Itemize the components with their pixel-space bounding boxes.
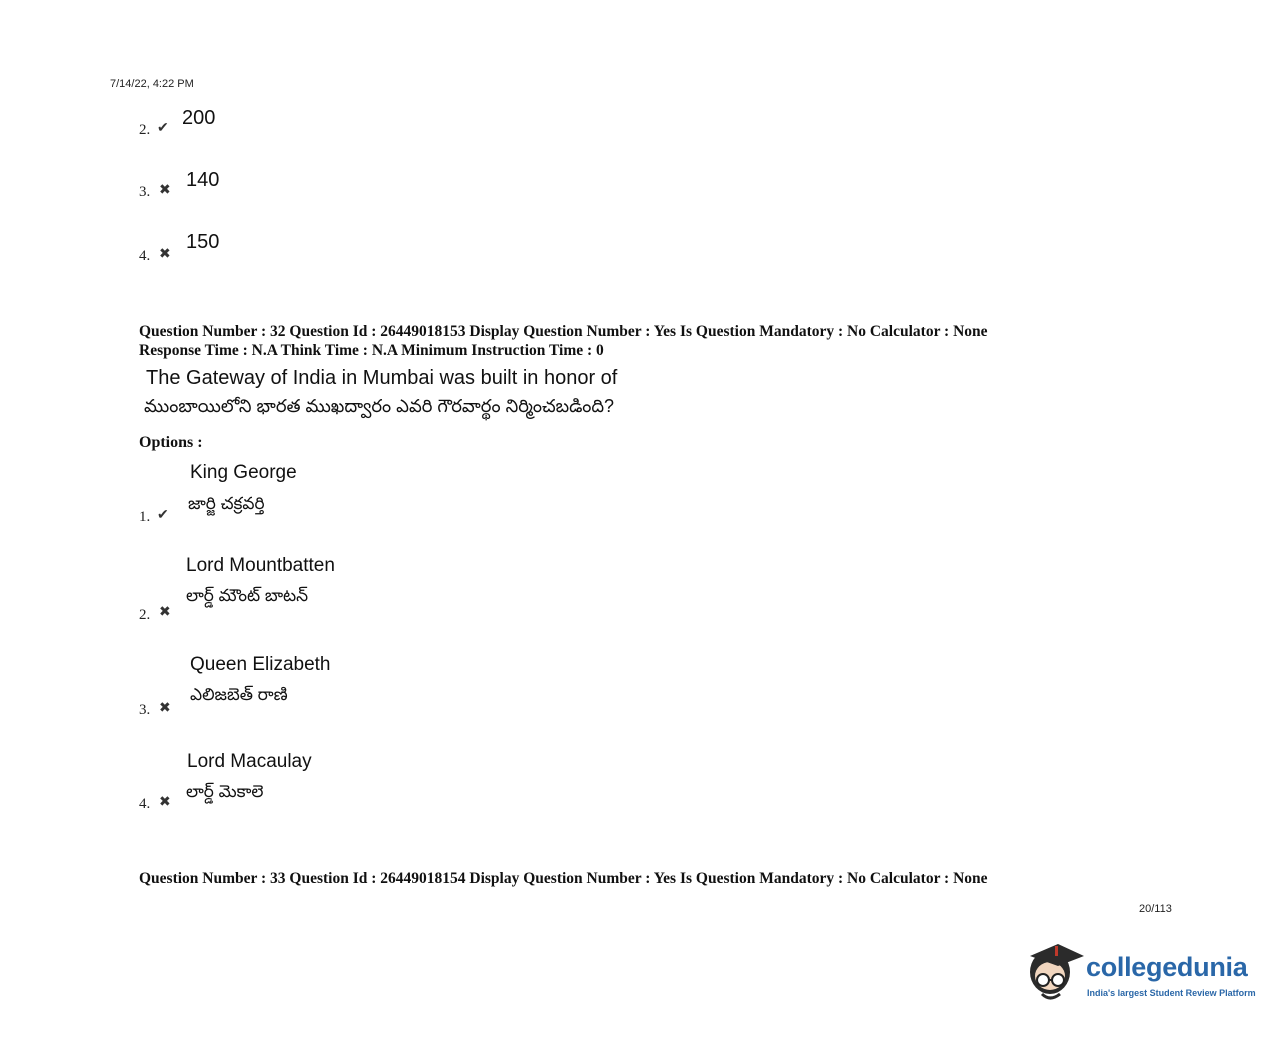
prev-option-number: 4.	[139, 248, 151, 264]
option-telugu: లార్డ్ మెకాలె	[186, 782, 264, 801]
check-icon: ✔	[157, 119, 169, 135]
question-text-telugu: ముంబాయిలోని భారత ముఖద్వారం ఎవరి గౌరవార్థం నిర్మించబడింది?	[144, 396, 615, 416]
question-timing: Response Time : N.A Think Time : N.A Minimum Instruction Time : 0	[139, 342, 604, 359]
page-number: 20/113	[1139, 903, 1172, 915]
cross-icon: ✖	[159, 181, 171, 197]
cross-icon: ✖	[159, 603, 171, 619]
cross-icon: ✖	[159, 793, 171, 809]
prev-option-number: 2.	[139, 122, 151, 138]
options-label: Options :	[139, 434, 203, 451]
brand-tagline: India's largest Student Review Platform	[1087, 988, 1256, 998]
prev-option-value: 200	[182, 107, 216, 129]
option-number: 2.	[139, 607, 151, 623]
option-english: King George	[190, 462, 297, 483]
option-number: 1.	[139, 509, 151, 525]
brand-name: collegedunia	[1086, 952, 1248, 982]
question-text-english: The Gateway of India in Mumbai was built in honor of	[146, 367, 618, 389]
question-meta: Question Number : 33 Question Id : 26449018154 Display Question Number : Yes Is Question Mandatory : No Calculator : None	[139, 870, 988, 887]
option-english: Lord Mountbatten	[186, 555, 335, 576]
question-meta: Question Number : 32 Question Id : 26449018153 Display Question Number : Yes Is Question Mandatory : No Calculator : None	[139, 323, 988, 340]
cross-icon: ✖	[159, 245, 171, 261]
option-english: Lord Macaulay	[187, 751, 312, 772]
cross-icon: ✖	[159, 699, 171, 715]
option-number: 3.	[139, 702, 151, 718]
prev-option-number: 3.	[139, 184, 151, 200]
print-timestamp: 7/14/22, 4:22 PM	[110, 78, 194, 90]
prev-option-value: 150	[186, 231, 220, 253]
option-english: Queen Elizabeth	[190, 654, 331, 675]
option-telugu: జార్జి చక్రవర్తి	[188, 494, 265, 513]
option-number: 4.	[139, 796, 151, 812]
option-telugu: లార్డ్ మౌంట్ బాటన్	[186, 586, 309, 605]
option-telugu: ఎలిజబెత్ రాణి	[190, 685, 288, 704]
check-icon: ✔	[157, 506, 169, 522]
prev-option-value: 140	[186, 169, 220, 191]
